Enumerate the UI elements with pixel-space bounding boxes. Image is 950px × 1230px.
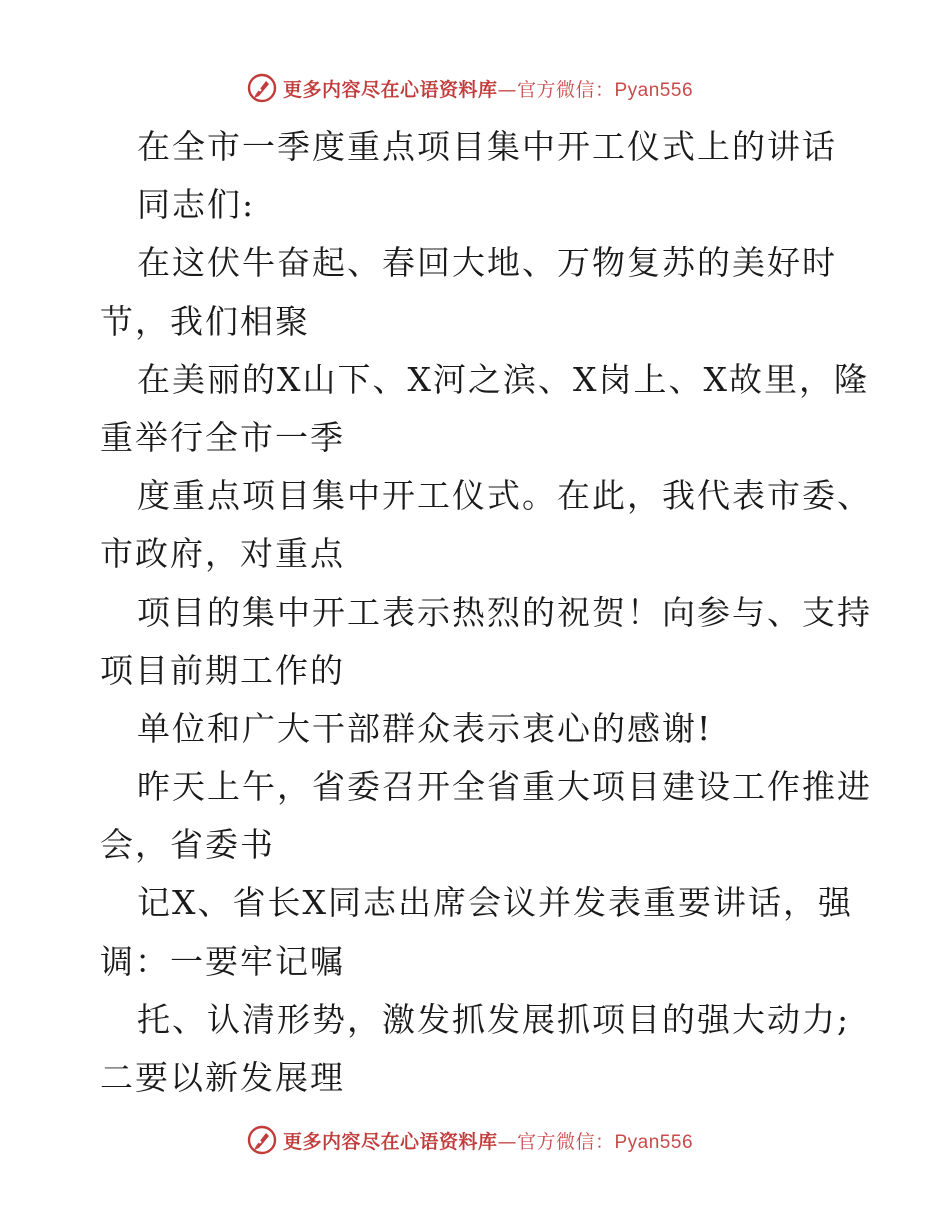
footer-brand: 更多内容尽在心语资料库 xyxy=(282,1130,498,1153)
pen-nib-logo-icon xyxy=(247,1125,277,1155)
footer-banner-text xyxy=(283,1127,693,1154)
pen-nib-logo-icon xyxy=(247,73,277,103)
header-dash: — xyxy=(497,78,517,101)
text-line: 会，省委书 xyxy=(100,825,275,865)
text-line: 二要以新发展理 xyxy=(100,1058,345,1097)
document-body xyxy=(100,118,872,1107)
text-line: 在美丽的X山下、X河之滨、X岗上、X故里，隆 xyxy=(137,359,869,399)
text-line: 度重点项目集中开工仪式。在此，我代表市委、 xyxy=(137,476,872,516)
header-brand: 更多内容尽在心语资料库 xyxy=(282,78,498,101)
text-line: 节，我们相聚 xyxy=(100,301,310,341)
header-wechat-id: Pyan556 xyxy=(614,79,694,101)
document-title-line: 在全市一季度重点项目集中开工仪式上的讲话 xyxy=(137,127,837,166)
header-banner-inner xyxy=(247,73,693,103)
footer-banner xyxy=(0,1120,950,1160)
footer-banner-inner xyxy=(247,1125,693,1155)
header-banner xyxy=(0,68,950,108)
text-line: 项目的集中开工表示热烈的祝贺！向参与、支持 xyxy=(137,592,872,632)
footer-dash: — xyxy=(497,1130,517,1153)
text-line: 托、认清形势，激发抓发展抓项目的强大动力; xyxy=(137,999,851,1039)
text-line: 项目前期工作的 xyxy=(100,650,345,690)
header-banner-text xyxy=(283,75,693,102)
text-line: 同志们: xyxy=(137,185,256,225)
text-line: 昨天上午，省委召开全省重大项目建设工作推进 xyxy=(137,767,872,807)
text-line: 重举行全市一季 xyxy=(100,417,345,457)
header-wechat-label: 官方微信： xyxy=(516,78,615,101)
text-line: 单位和广大干部群众表示衷心的感谢! xyxy=(137,708,713,748)
text-line: 市政府，对重点 xyxy=(100,534,345,574)
text-line: 记X、省长X同志出席会议并发表重要讲话，强 xyxy=(137,883,853,923)
text-line: 在这伏牛奋起、春回大地、万物复苏的美好时 xyxy=(137,243,837,283)
footer-wechat-label: 官方微信： xyxy=(516,1130,615,1153)
footer-wechat-id: Pyan556 xyxy=(614,1131,694,1153)
text-line: 调：一要牢记嘱 xyxy=(100,941,345,981)
